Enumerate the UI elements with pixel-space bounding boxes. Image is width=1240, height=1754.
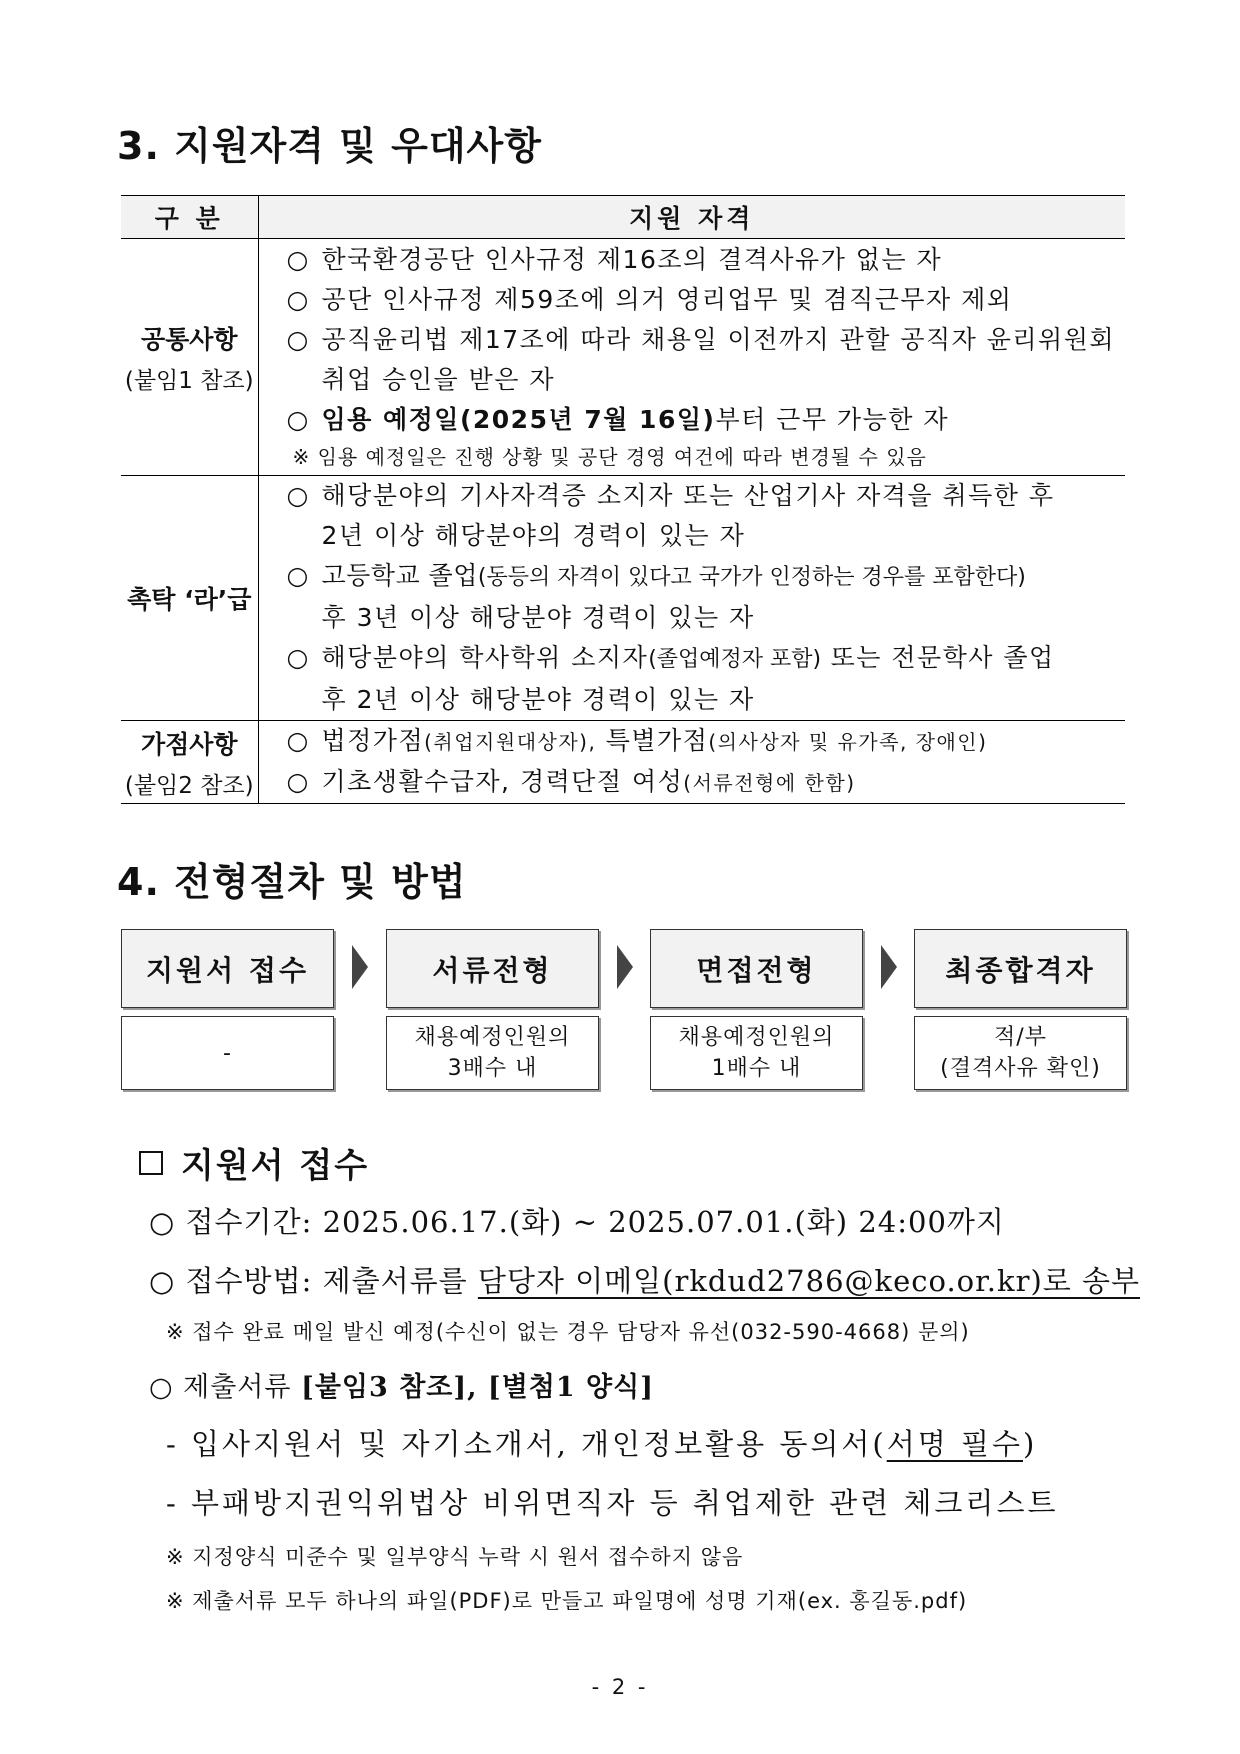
grade-item-2: 고등학교 졸업 (321, 561, 478, 590)
qualification-table (121, 195, 1125, 804)
bullet-circle: ○ (286, 405, 309, 434)
table-row-bonus (121, 721, 1125, 804)
special-bonus: 특별가점 (596, 726, 709, 755)
section-4-heading: 4. 전형절차 및 방법 (117, 860, 467, 904)
flow-step-4: 최종합격자 (914, 929, 1127, 1008)
flow-desc-3: 채용예정인원의 1배수 내 (650, 1016, 863, 1090)
special-bonus-paren: (의사상자 및 유가족, 장애인) (708, 730, 988, 754)
mail-note: ※ 접수 완료 메일 발신 예정(수신이 없는 경우 담당자 유선(032-590-4668) 문의) (166, 1320, 970, 1344)
common-title: 공통사항 (140, 324, 238, 354)
document-item-2: - 부패방지권익위법상 비위면직자 등 취업제한 관련 체크리스트 (166, 1486, 1059, 1520)
grade-item-3: 해당분야의 학사학위 소지자 (321, 643, 649, 672)
flow-desc-1: - (121, 1016, 334, 1090)
bonus-item-2-paren: (서류전형에 한함) (683, 771, 856, 795)
page-number: - 2 - (591, 1675, 649, 1699)
common-item-4: 부터 근무 가능한 자 (715, 405, 949, 434)
bonus-sub: (붙임2 참조) (124, 772, 254, 799)
document-item-1: - 입사지원서 및 자기소개서, 개인정보활용 동의서(서명 필수) (166, 1427, 1038, 1461)
bullet-circle: ○ (286, 643, 309, 672)
legal-bonus-paren: (취업지원대상자), (424, 730, 597, 754)
bullet-circle: ○ (286, 245, 309, 274)
common-item-3: 공직윤리법 제17조에 따라 채용일 이전까지 관할 공직자 윤리위원회 (321, 325, 1115, 354)
common-item-1: 한국환경공단 인사규정 제16조의 결격사유가 없는 자 (321, 245, 943, 274)
submission-documents: ○ 제출서류 [붙임3 참조], [별첨1 양식] (149, 1372, 654, 1403)
table-row-common (121, 239, 1125, 476)
bullet-circle: ○ (286, 325, 309, 354)
header-qualification: 지원 자격 (258, 196, 1125, 239)
bullet-circle: ○ (286, 481, 309, 510)
header-category: 구 분 (121, 196, 258, 239)
grade-item-3-paren: (졸업예정자 포함) (648, 647, 822, 672)
bullet-circle: ○ (286, 285, 309, 314)
flow-step-1: 지원서 접수 (121, 929, 334, 1008)
reception-title: 지원서 접수 (139, 1138, 369, 1187)
table-row-grade (121, 476, 1125, 721)
arrow-right-icon (352, 945, 368, 989)
arrow-right-icon (617, 945, 633, 989)
grade-item-1: 해당분야의 기사자격증 소지자 또는 산업기사 자격을 취득한 후 (321, 481, 1055, 510)
grade-item-3-rest: 또는 전문학사 졸업 (821, 643, 1055, 672)
grade-item-1-cont: 2년 이상 해당분야의 경력이 있는 자 (321, 521, 746, 550)
common-note: ※ 임용 예정일은 진행 상황 및 공단 경영 여건에 따라 변경될 수 있음 (292, 445, 927, 469)
common-item-2: 공단 인사규정 제59조에 의거 영리업무 및 겸직근무자 제외 (321, 285, 1013, 314)
bullet-circle: ○ (286, 561, 309, 590)
legal-bonus: 법정가점 (321, 726, 425, 755)
flow-desc-2: 채용예정인원의 3배수 내 (386, 1016, 599, 1090)
grade-item-3-cont: 후 2년 이상 해당분야 경력이 있는 자 (321, 685, 755, 714)
table-header-row (121, 196, 1125, 239)
checkbox-square-icon (139, 1151, 163, 1175)
flow-step-3: 면접전형 (650, 929, 863, 1008)
appointment-date: 임용 예정일(2025년 7월 16일) (321, 405, 716, 434)
form-note-2: ※ 제출서류 모두 하나의 파일(PDF)로 만들고 파일명에 성명 기재(ex. 홍길동.pdf) (166, 1589, 968, 1613)
bullet-circle: ○ (286, 767, 309, 796)
form-note-1: ※ 지정양식 미준수 및 일부양식 누락 시 원서 접수하지 않음 (166, 1545, 744, 1569)
reception-period: ○ 접수기간: 2025.06.17.(화) ~ 2025.07.01.(화) 24:00까지 (149, 1205, 1005, 1239)
bullet-circle: ○ (286, 726, 309, 755)
grade-item-2-paren: (동등의 자격이 있다고 국가가 인정하는 경우를 포함한다) (477, 565, 1026, 590)
contact-email: 담당자 이메일(rkdud2786@keco.or.kr)로 송부 (477, 1264, 1141, 1298)
section-3-heading: 3. 지원자격 및 우대사항 (117, 124, 542, 168)
grade-item-2-cont: 후 3년 이상 해당분야 경력이 있는 자 (321, 603, 755, 632)
arrow-right-icon (881, 945, 897, 989)
common-item-3-cont: 취업 승인을 받은 자 (321, 365, 556, 394)
flow-desc-4: 적/부 (결격사유 확인) (914, 1016, 1127, 1090)
grade-title: 촉탁 ‘라’급 (127, 585, 252, 614)
flow-step-2: 서류전형 (386, 929, 599, 1008)
common-sub: (붙임1 참조) (124, 367, 254, 394)
reception-method: ○ 접수방법: 제출서류를 담당자 이메일(rkdud2786@keco.or.kr)로 송부 (149, 1264, 1141, 1298)
bonus-item-2: 기초생활수급자, 경력단절 여성 (321, 767, 684, 796)
bonus-title: 가점사항 (140, 729, 238, 759)
